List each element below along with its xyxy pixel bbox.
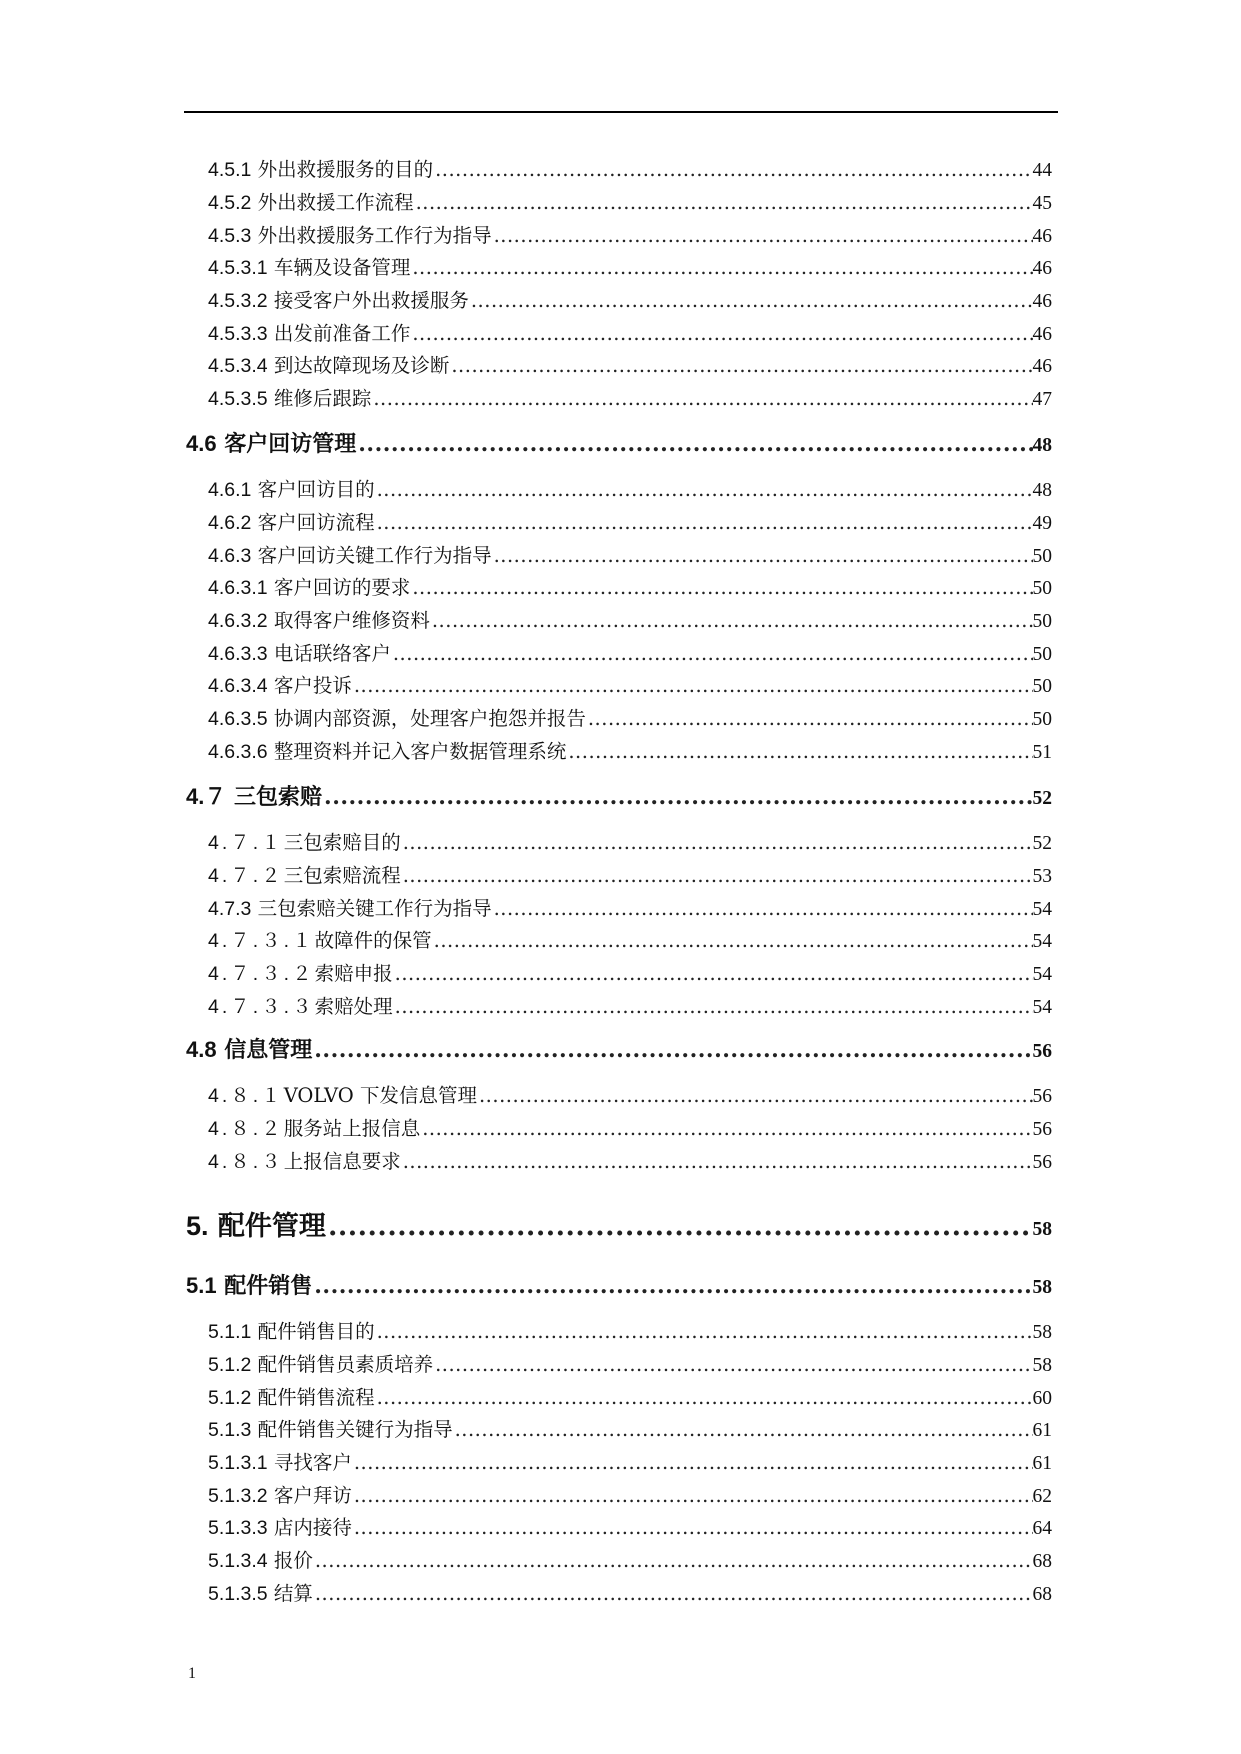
toc-entry[interactable]: 4.８.１VOLVO 下发信息管理 ..... 56 [208,1080,1052,1108]
toc-entry[interactable]: 4.6.1 客户回访目的 ..... 48 [208,474,1052,502]
toc-chapter-heading[interactable]: 5. 配件管理 ..... 58 [186,1204,1052,1243]
toc-entry[interactable]: 4.5.3.5 维修后跟踪 ..... 47 [208,383,1052,411]
toc-entry[interactable]: 4.6.3.5 协调内部资源，处理客户抱怨并报告 ..... 50 [208,703,1052,731]
toc-entry[interactable]: 4.5.3.3 出发前准备工作 ..... 46 [208,318,1052,346]
toc-entry[interactable]: 4.5.3.2 接受客户外出救援服务 ..... 46 [208,285,1052,313]
toc-entry[interactable]: 4.5.3.4 到达故障现场及诊断 ..... 46 [208,350,1052,378]
toc-entry[interactable]: 4.７.３.１故障件的保管 ..... 54 [208,925,1052,953]
toc-entry[interactable]: 5.1.2 配件销售员素质培养 ..... 58 [208,1349,1052,1377]
toc-entry[interactable]: 4.７.２三包索赔流程 ..... 53 [208,860,1052,888]
toc-entry[interactable]: 5.1.1 配件销售目的 ..... 58 [208,1316,1052,1344]
toc-entry[interactable]: 4.6.2 客户回访流程 ..... 49 [208,507,1052,535]
toc-section-heading[interactable]: 4.8 信息管理 ..... 56 [186,1033,1052,1064]
toc-entry[interactable]: 4.6.3 客户回访关键工作行为指导 ..... 50 [208,540,1052,568]
toc-entry[interactable]: 5.1.3.2 客户拜访 ..... 62 [208,1480,1052,1508]
toc-entry[interactable]: 4.5.3.1 车辆及设备管理 ..... 46 [208,252,1052,280]
toc-entry[interactable]: 4.6.3.1 客户回访的要求 ..... 50 [208,572,1052,600]
toc-entry[interactable]: 4.6.3.2 取得客户维修资料 ..... 50 [208,605,1052,633]
toc-entry[interactable]: 5.1.3 配件销售关键行为指导 ..... 61 [208,1414,1052,1442]
toc-entry[interactable]: 4.5.3 外出救援服务工作行为指导 ..... 46 [208,220,1052,248]
toc-entry[interactable]: 5.1.3.4 报价 ..... 68 [208,1545,1052,1573]
toc-entry[interactable]: 4.5.1 外出救援服务的目的 ..... 44 [208,154,1052,182]
page-number: 1 [188,1665,196,1682]
toc-entry[interactable]: 4.5.2 外出救援工作流程 ..... 45 [208,187,1052,215]
toc-entry[interactable]: 4.８.２服务站上报信息 ..... 56 [208,1113,1052,1141]
toc-section-heading[interactable]: 4.6 客户回访管理 ..... 48 [186,427,1052,458]
toc-entry[interactable]: 4.7.3 三包索赔关键工作行为指导 ..... 54 [208,893,1052,921]
toc-entry[interactable]: 4.6.3.6 整理资料并记入客户数据管理系统 ..... 51 [208,736,1052,764]
toc-entry[interactable]: 4.6.3.4 客户投诉 ..... 50 [208,670,1052,698]
toc-entry[interactable]: 4.７.３.３索赔处理 ..... 54 [208,991,1052,1019]
toc-entry[interactable]: 5.1.3.1 寻找客户 ..... 61 [208,1447,1052,1475]
toc-entry[interactable]: 4.７.１三包索赔目的 ..... 52 [208,827,1052,855]
toc-entry[interactable]: 5.1.3.3 店内接待 ..... 64 [208,1512,1052,1540]
toc-section-heading[interactable]: 5.1 配件销售 ..... 58 [186,1269,1052,1300]
toc-section-heading[interactable]: 4.７ 三包索赔 ..... 52 [186,780,1052,811]
toc-entry[interactable]: 4.８.３上报信息要求 ..... 56 [208,1146,1052,1174]
toc-entry[interactable]: 5.1.3.5 结算 ..... 68 [208,1578,1052,1606]
toc-entry[interactable]: 4.6.3.3 电话联络客户 ..... 50 [208,638,1052,666]
toc-entry[interactable]: 5.1.2 配件销售流程 ..... 60 [208,1382,1052,1410]
toc-entry[interactable]: 4.７.３.２索赔申报 ..... 54 [208,958,1052,986]
